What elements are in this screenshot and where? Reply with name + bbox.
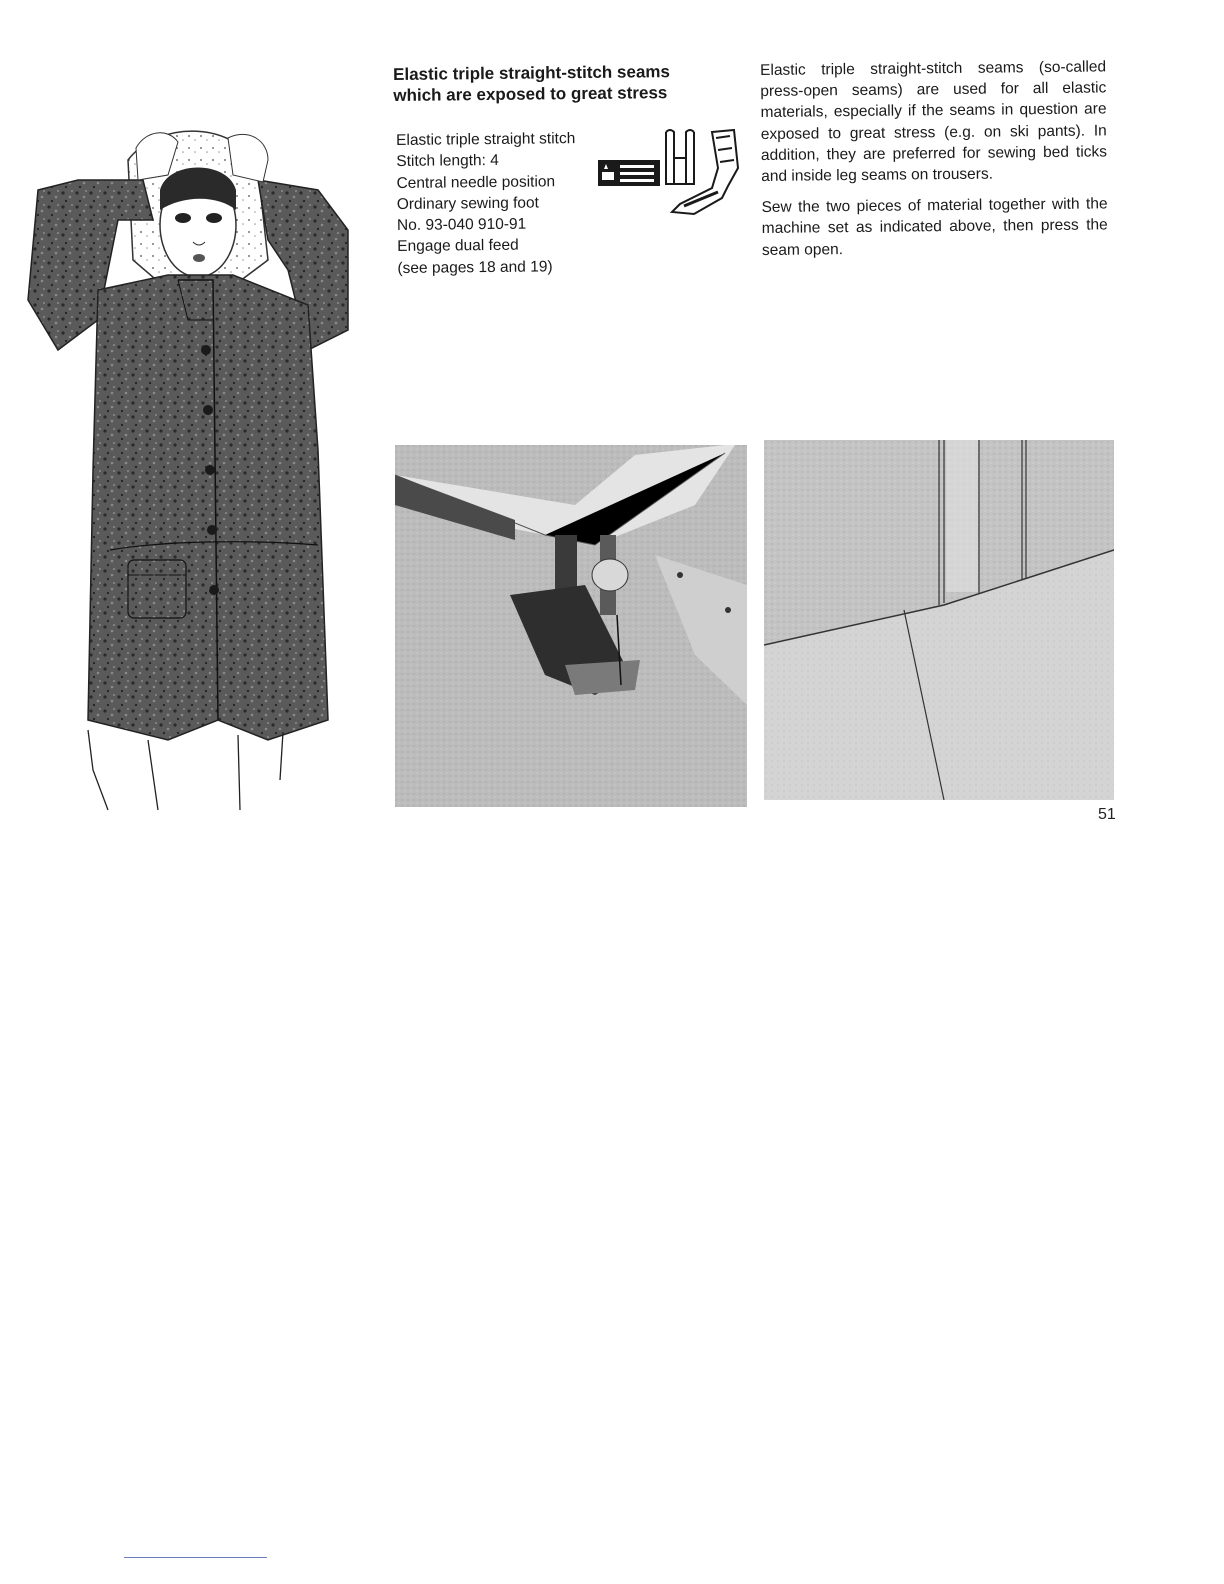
description-paragraph-2: Sew the two pieces of material together with the machine set as indicated above, then press the seam open.	[761, 195, 1108, 259]
description-text	[760, 56, 1108, 270]
setting-foot-number: No. 93-040 910-91	[396, 215, 527, 235]
footnote-rule	[124, 1557, 267, 1558]
description-paragraph-1: Elastic triple straight-stitch seams (so-called press-open seams) are used for all elastic materials, especially if the seams in question are exposed to great stress (e.g. on ski pants). In addition, they are preferred for sewing bed ticks and inside leg seams on trousers.	[760, 58, 1108, 186]
stitch-selector-icon	[598, 160, 660, 186]
setting-sewing-foot: Ordinary sewing foot	[396, 194, 540, 213]
setting-stitch-length: Stitch length: 4	[396, 152, 499, 171]
woman-in-coat-illustration	[18, 120, 358, 820]
machine-settings-list	[396, 128, 618, 279]
sewing-foot-photo	[395, 445, 747, 807]
heading-line-1: Elastic triple straight-stitch seams	[393, 62, 671, 84]
pressed-seam-photo	[764, 440, 1114, 800]
presser-foot-icon	[672, 130, 738, 214]
setting-page-reference: (see pages 18 and 19)	[397, 258, 553, 277]
page-number: 51	[1098, 806, 1116, 823]
stitch-symbols	[594, 128, 744, 228]
setting-stitch-type: Elastic triple straight stitch	[396, 130, 576, 149]
setting-dual-feed: Engage dual feed	[397, 237, 519, 256]
stitch-plate-icon	[666, 130, 694, 184]
setting-needle-position: Central needle position	[396, 172, 556, 192]
section-heading	[393, 61, 723, 106]
heading-line-2: which are exposed to great stress	[393, 83, 668, 105]
